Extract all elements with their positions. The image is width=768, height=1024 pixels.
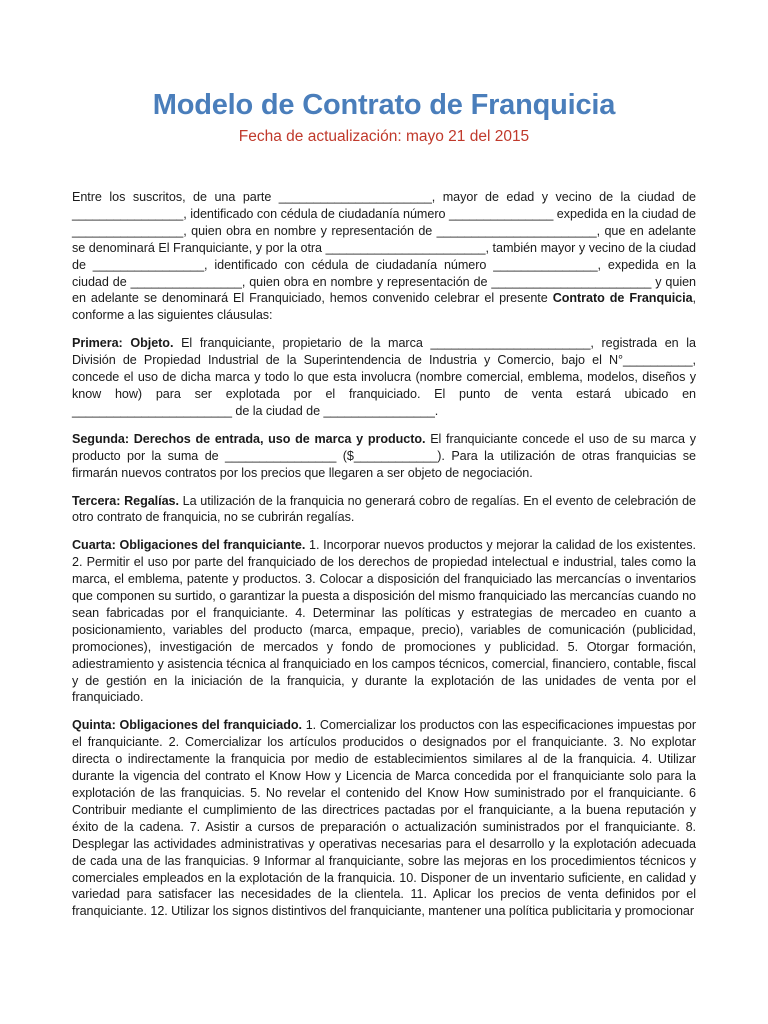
update-date: Fecha de actualización: mayo 21 del 2015 bbox=[238, 128, 530, 145]
intro-paragraph bbox=[72, 189, 696, 324]
clause-heading: Segunda: Derechos de entrada, uso de marca y producto. bbox=[72, 431, 426, 446]
document-title: Modelo de Contrato de Franquicia bbox=[152, 89, 616, 121]
clause-segunda bbox=[72, 431, 696, 482]
clause-heading: Primera: Objeto. bbox=[72, 336, 174, 351]
clause-text: La utilización de la franquicia no generará cobro de regalías. En el evento de celebración de otro contrato de franquicia, no se cubrirán regalías. bbox=[72, 493, 697, 525]
clause-quinta bbox=[72, 717, 696, 920]
contract-name: Contrato de Franquicia bbox=[552, 291, 693, 306]
clause-text: El franquiciante, propietario de la marca _______________________, registrada en la División de Propiedad Industrial de la Superintendencia de Industria y Comercio, bajo el N°__________, concede el uso de dicha marca y todo lo que esta involucra (nombre comercial, emblema, modelos, diseños y know how) para ser explotada por el franquiciado. El punto de venta estará ubicado en _______________________ de la ciudad de ________________. bbox=[72, 336, 696, 418]
intro-text-end: , conforme a las siguientes cláusulas: bbox=[72, 291, 696, 323]
clause-tercera bbox=[72, 493, 696, 527]
clause-text: 1. Comercializar los productos con las especificaciones impuestas por el franquiciante. 2. Comercializar los artículos producidos o designados por el franquiciante. 3. No explotar directa o indirectamente la franquicia por medio de establecimientos similares al de la franquicia. 4. Utilizar durante la vigencia del contrato el Know How y Licencia de Marca concedida por el franquiciante solo para la explotación de las franquicias. 5. No revelar el contenido del Know How suministrado por el franquiciante. 6 Contribuir mediante el cumplimiento de las directrices pactadas por el franquiciante, a la buena reputación y éxito de la cadena. 7. Asistir a cursos de preparación o actualización suministrados por el franquiciante. 8. Desplegar las actividades administrativas y operativas necesarias para el desarrollo y la explotación adecuada de cada una de las franquicias. 9 Informar al franquiciante, sobre las mejoras en los procedimientos técnicos y comerciales empleados en la explotación de la franquicia. 10. Disponer de un inventario suficiente, en calidad y variedad para satisfacer las necesidades de la clientela. 11. Aplicar los precios de venta definidos por el franquiciante. 12. Utilizar los signos distintivos del franquiciante, mantener una política publicitaria y promocionar bbox=[72, 718, 696, 919]
clause-heading: Tercera: Regalías. bbox=[72, 493, 179, 508]
clause-heading: Quinta: Obligaciones del franquiciado. bbox=[72, 718, 302, 733]
clause-cuarta bbox=[72, 537, 696, 706]
clause-primera bbox=[72, 335, 696, 420]
clause-text: El franquiciante concede el uso de su marca y producto por la suma de ________________ ($____________). Para la utilización de otras franquicias se firmarán nuevos contratos por los precios que llegaren a ser objeto de negociación. bbox=[72, 431, 697, 480]
intro-text: Entre los suscritos, de una parte ______________________, mayor de edad y vecino de la ciudad de ________________, identificado con cédula de ciudadanía número _______________ expedida en la ciudad de ________________, quien obra en nombre y representación de _______________________, que en adelante se denominará El Franquiciante, y por la otra _______________________, también mayor y vecino de la ciudad de ________________, identificado con cédula de ciudadanía número _______________, expedida en la ciudad de ________________, quien obra en nombre y representación de _______________________ y quien en adelante se denominará El Franquiciado, hemos convenido celebrar el presente bbox=[72, 190, 696, 306]
clause-heading: Cuarta: Obligaciones del franquiciante. bbox=[72, 538, 306, 553]
contract-body bbox=[72, 189, 696, 920]
clause-text: 1. Incorporar nuevos productos y mejorar la calidad de los existentes. 2. Permitir el uso por parte del franquiciado de los derechos de propiedad intelectual e industrial, tales como la marca, el emblema, patente y productos. 3. Colocar a disposición del franquiciado las mercancías o inventarios que componen su surtido, o garantizar la puesta a disposición del mismo franquiciado las mercancías cuando no sean fabricadas por el franquiciante. 4. Determinar las políticas y estrategias de mercadeo en cuanto a posicionamiento, variables del producto (marca, empaque, precio), variables de comunicación (publicidad, promociones), investigación de mercados y fondo de promociones y publicidad. 5. Otorgar formación, adiestramiento y asistencia técnica al franquiciado en los campos técnicos, comercial, financiero, contable, fiscal y de gestión en la iniciación de la franquicia, y durante la explotación de las unidades de venta por el franquiciado. bbox=[72, 538, 697, 705]
